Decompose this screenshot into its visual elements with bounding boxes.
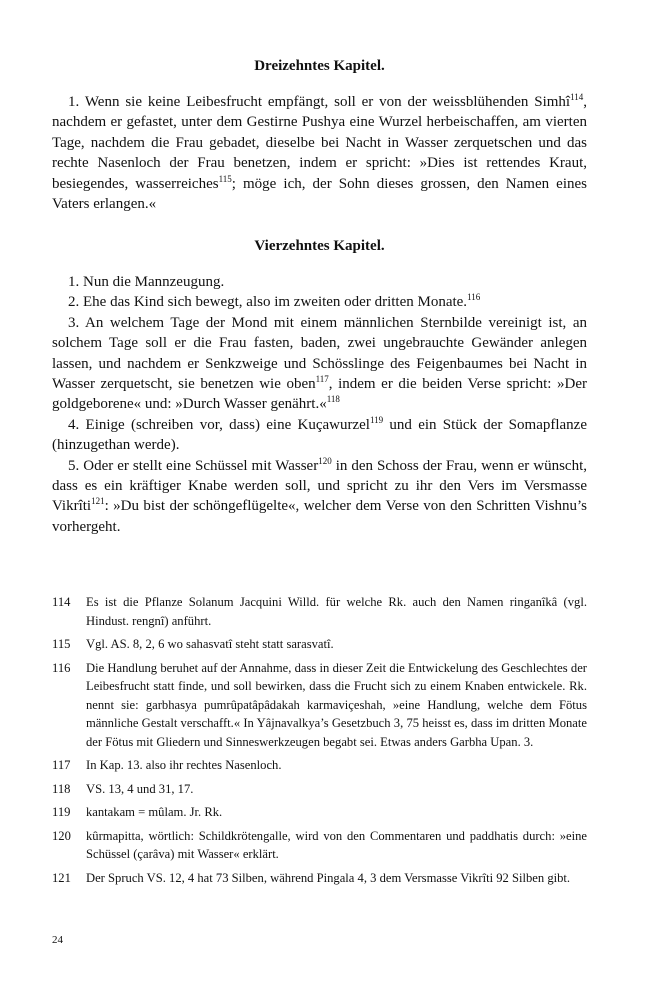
text-run: und ein Stück der Somapflanze (hinzugethan werde). [52,416,587,454]
footnotes [52,593,587,892]
text-run: 4. Einige (schreiben vor, dass) eine Kuçawurzel [68,416,370,433]
footnote-text: Der Spruch VS. 12, 4 hat 73 Silben, während Pingala 4, 3 dem Versmasse Vikrîti 92 Silben gibt. [86,870,571,885]
text-run: , nachdem er gefastet, unter dem Gestirne Pushya eine Wurzel herbeischaffen, am vierten Tage, nachdem die Frau gebadet, dieselbe bei Nacht in Wasser zerquetschen und das rechte Nasenloch der Frau benetzen, indem er spricht: »Dies ist rettendes Kraut, besiegendes, wasserreiches [52,94,587,192]
footnote-number: 118 [52,781,71,796]
text-run: ; möge ich, der Sohn dieses grossen, den Namen eines Vaters erlangen.« [52,175,588,213]
footnote-text: Die Handlung beruhet auf der Annahme, dass in dieser Zeit die Entwickelung des Geschlechtes der Leibesfrucht statt finde, und soll bewirken, dass die Frucht sich zu einem Knaben entwickele. Rk. nennt sie: garbhasya pumrûpatâpâdakah karmaviçeshah, »eine Handlung, welche dem Fötus männliche Gestalt verschafft.« In Yâjnavalkya’s Gesetzbuch 3, 75 heisst es, dass im dritten Monate der Fötus mit Gliedern und Sinneswerkzeugen begabt sei. Etwas anders Garbha Upan. 3. [86,660,587,749]
footnote-text: Vgl. AS. 8, 2, 6 wo sahasvatî steht statt sarasvatî. [86,637,334,651]
chapter-13-paragraph-1 [52,92,587,214]
footnote-text: kûrmapitta, wörtlich: Schildkrötengalle, wird von den Commentaren und paddhatis durch: »eine Schüssel (çarâva) mit Wasser« erklärt. [86,828,587,861]
footnote-number: 120 [52,828,71,843]
footnote-ref-118[interactable]: 118 [326,394,340,405]
chapter-14-paragraph-3 [52,313,587,415]
text-run: in den Schoss der Frau, wenn er wünscht, dass es ein kräftiger Knabe werden soll, und spricht zu ihr den Vers im Versmasse Vikrîti [52,457,587,515]
page-number: 24 [52,934,63,946]
footnote-number: 121 [52,870,71,885]
footnote-114 [52,593,587,630]
text-run: : »Du bist der schöngeflügelte«, welcher dem Verse von den Schritten Vishnu’s vorhergeht. [52,498,587,535]
footnote-text: kantakam = mûlam. Jr. Rk. [86,805,223,819]
footnote-121 [52,869,587,888]
chapter-14-paragraph-4 [52,415,587,456]
footnote-118 [52,780,587,799]
chapter-13-text [52,92,587,214]
chapter-14-paragraph-2 [52,292,587,312]
footnote-ref-121[interactable]: 121 [91,496,105,507]
text-run: , indem er die beiden Verse spricht: »Der goldgeborene« und: »Durch Wasser genährt.« [52,376,587,413]
footnote-number: 116 [52,660,71,675]
chapter-14-heading: Vierzehntes Kapitel. [254,238,385,254]
text-run: 3. An welchem Tage der Mond mit einem männlichen Sternbilde vereinigt ist, an solchem Tage soll er die Frau fasten, baden, zwei ungebrauchte Gewänder anlegen lassen, und nachdem er Senkzweige und Schösslinge des Feigenbaumes bei Nacht in Wasser zerquetscht, sie benetzen wie oben [52,314,587,393]
footnote-ref-117[interactable]: 117 [315,374,329,385]
text-run: 1. Wenn sie keine Leibesfrucht empfängt, soll er von der weissblühenden Simhî [68,94,571,110]
footnote-116 [52,659,587,752]
footnote-ref-119[interactable]: 119 [369,414,384,425]
footnote-text: Es ist die Pflanze Solanum Jacquini Willd. für welche Rk. auch den Namen ringanîkâ (vgl. Hindust. rengnî) anführt. [86,595,587,628]
footnote-number: 114 [52,595,71,609]
footnote-number: 115 [52,637,71,651]
footnote-ref-114[interactable]: 114 [570,92,584,102]
text-run: 5. Oder er stellt eine Schüssel mit Wasser [68,457,319,474]
chapter-14-paragraph-1: 1. Nun die Mannzeugung. [68,274,225,290]
chapter-13-heading: Dreizehntes Kapitel. [254,58,385,74]
footnote-ref-116[interactable]: 116 [467,292,481,303]
footnote-120 [52,827,587,864]
footnote-ref-115[interactable]: 115 [218,173,232,184]
footnote-117 [52,756,587,775]
footnote-number: 117 [52,758,71,772]
footnote-number: 119 [52,805,71,819]
footnote-ref-120[interactable]: 120 [318,455,332,466]
footnote-text: VS. 13, 4 und 31, 17. [86,781,194,796]
text-run: 2. Ehe das Kind sich bewegt, also im zweiten oder dritten Monate. [68,294,468,311]
chapter-14-paragraph-5 [52,456,587,538]
chapter-14-text [52,272,587,537]
footnote-119 [52,803,587,822]
footnote-115 [52,635,587,654]
footnote-text: In Kap. 13. also ihr rechtes Nasenloch. [86,758,282,772]
